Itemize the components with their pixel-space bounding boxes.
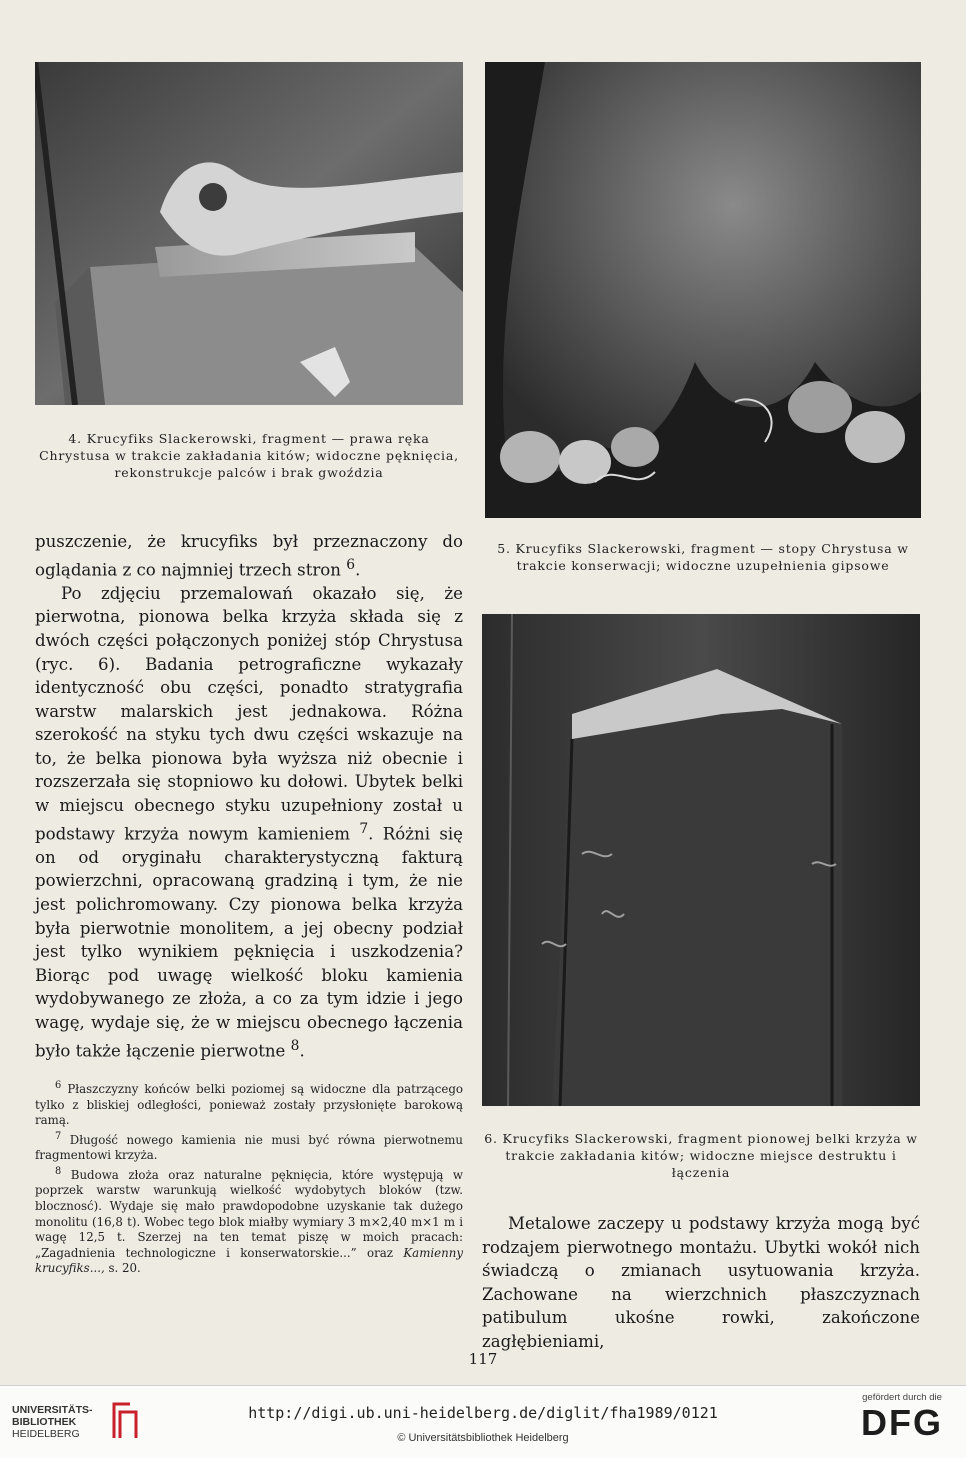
figure-4-caption: 4. Krucyfiks Slackerowski, fragment — prawa ręka Chrystusa w trakcie zakładania kitów; widoczne pęknięcia, rekonstrukcje palców i brak gwoździa xyxy=(39,431,459,480)
page-number: 117 xyxy=(468,1350,498,1368)
figure-5-photo xyxy=(485,62,921,518)
figure-5-caption: 5. Krucyfiks Slackerowski, fragment — stopy Chrystusa w trakcie konserwacji; widoczne uzupełnienia gipsowe xyxy=(497,541,909,573)
library-logo[interactable]: UNIVERSITÄTS- BIBLIOTHEK HEIDELBERG xyxy=(12,1398,142,1448)
footnotes xyxy=(35,1078,463,1277)
permalink-url[interactable]: http://digi.ub.uni-heidelberg.de/diglit/fha1989/0121 xyxy=(248,1404,718,1422)
paragraph-2: Po zdjęciu przemalowań okazało się, że pierwotna, pionowa belka krzyża składa się z dwóch części połączonych poniżej stóp Chrystusa (ryc. 6). Badania petrograficzne wykazały identyczność obu części, ponadto stratygrafia warstw malarskich jest jednakowa. Różna szerokość na styku tych dwu części wskazuje na to, że belka pionowa była wyższa niż obecnie i rozszerzała się stopniowo ku dołowi. Ubytek belki w miejscu obecnego styku uzupełniony został u podstawy krzyża nowym kamieniem $^7$. Różni się on od oryginału charakterystyczną fakturą powierzchni, opracowaną gradziną i tym, że nie jest polichromowany. Czy pionowa belka krzyża była pierwotnie monolitem, a jej obecny podział jest tylko wynikiem pęknięcia i uszkodzenia? Biorąc pod uwagę wielkość bloku kamienia wydobywanego ze złoża, a co za tym idzie i jego wagę, wydaje się, że w miejscu obecnego łączenia było także łączenie pierwotne $^8$. xyxy=(35,583,463,1061)
footnote-7: $^7$ Długość nowego kamienia nie musi być równa pierwotnemu fragmentowi krzyża. xyxy=(35,1130,463,1163)
copyright-notice: © Universitätsbibliothek Heidelberg xyxy=(397,1432,569,1444)
dfg-wordmark: DFG xyxy=(861,1402,943,1443)
dfg-logo[interactable] xyxy=(852,1392,952,1452)
footnote-ref-6: 6 xyxy=(346,556,356,573)
footnote-ref-7: 7 xyxy=(359,820,369,837)
footnote-8: $^8$ Budowa złoża oraz naturalne pęknięcia, które występują w poprzek warstw warunkują wielkość wydobytych bloków (tzw. blocznosć). Wydaje się mało prawdopodobne uzyskanie tak dużego monolitu (16,8 t). Wobec tego blok miałby wymiary 3 m×2,40 m×1 m i wagę 12,5 t. Szerzej na ten temat piszę w moich pracach: „Zagadnienia technologiczne i konserwatorskie...” oraz Kamienny krucyfiks..., s. 20. xyxy=(35,1165,464,1276)
figure-4-photo xyxy=(35,62,463,405)
footnote-ref-8: 8 xyxy=(290,1037,300,1054)
footer-bar xyxy=(0,1385,966,1458)
figure-6-caption: 6. Krucyfiks Slackerowski, fragment pionowej belki krzyża w trakcie zakładania kitów; widoczne miejsce destruktu i łączenia xyxy=(484,1131,918,1180)
paragraph-3: Metalowe zaczepy u podstawy krzyża mogą być rodzajem pierwotnego montażu. Ubytki wokół nich świadczą o zmianach usytuowania krzyża. Zachowane na wierzchnich płaszczyznach patibulum ukośne rowki, zakończone zagłębieniami, xyxy=(482,1214,920,1351)
footnote-6: $^6$ Płaszczyzny końców belki poziomej są widoczne dla patrzącego tylko z bliskiej odległości, ponieważ zostały przysłonięte barokową ramą. xyxy=(35,1080,464,1128)
figure-6-photo xyxy=(482,614,920,1106)
paragraph-1: puszczenie, że krucyfiks był przeznaczony do oglądania z co najmniej trzech stron $^6$. xyxy=(35,532,463,580)
funding-label: gefördert durch die xyxy=(862,1392,942,1403)
body-text-right xyxy=(482,1212,920,1354)
body-text-left xyxy=(35,530,463,1063)
